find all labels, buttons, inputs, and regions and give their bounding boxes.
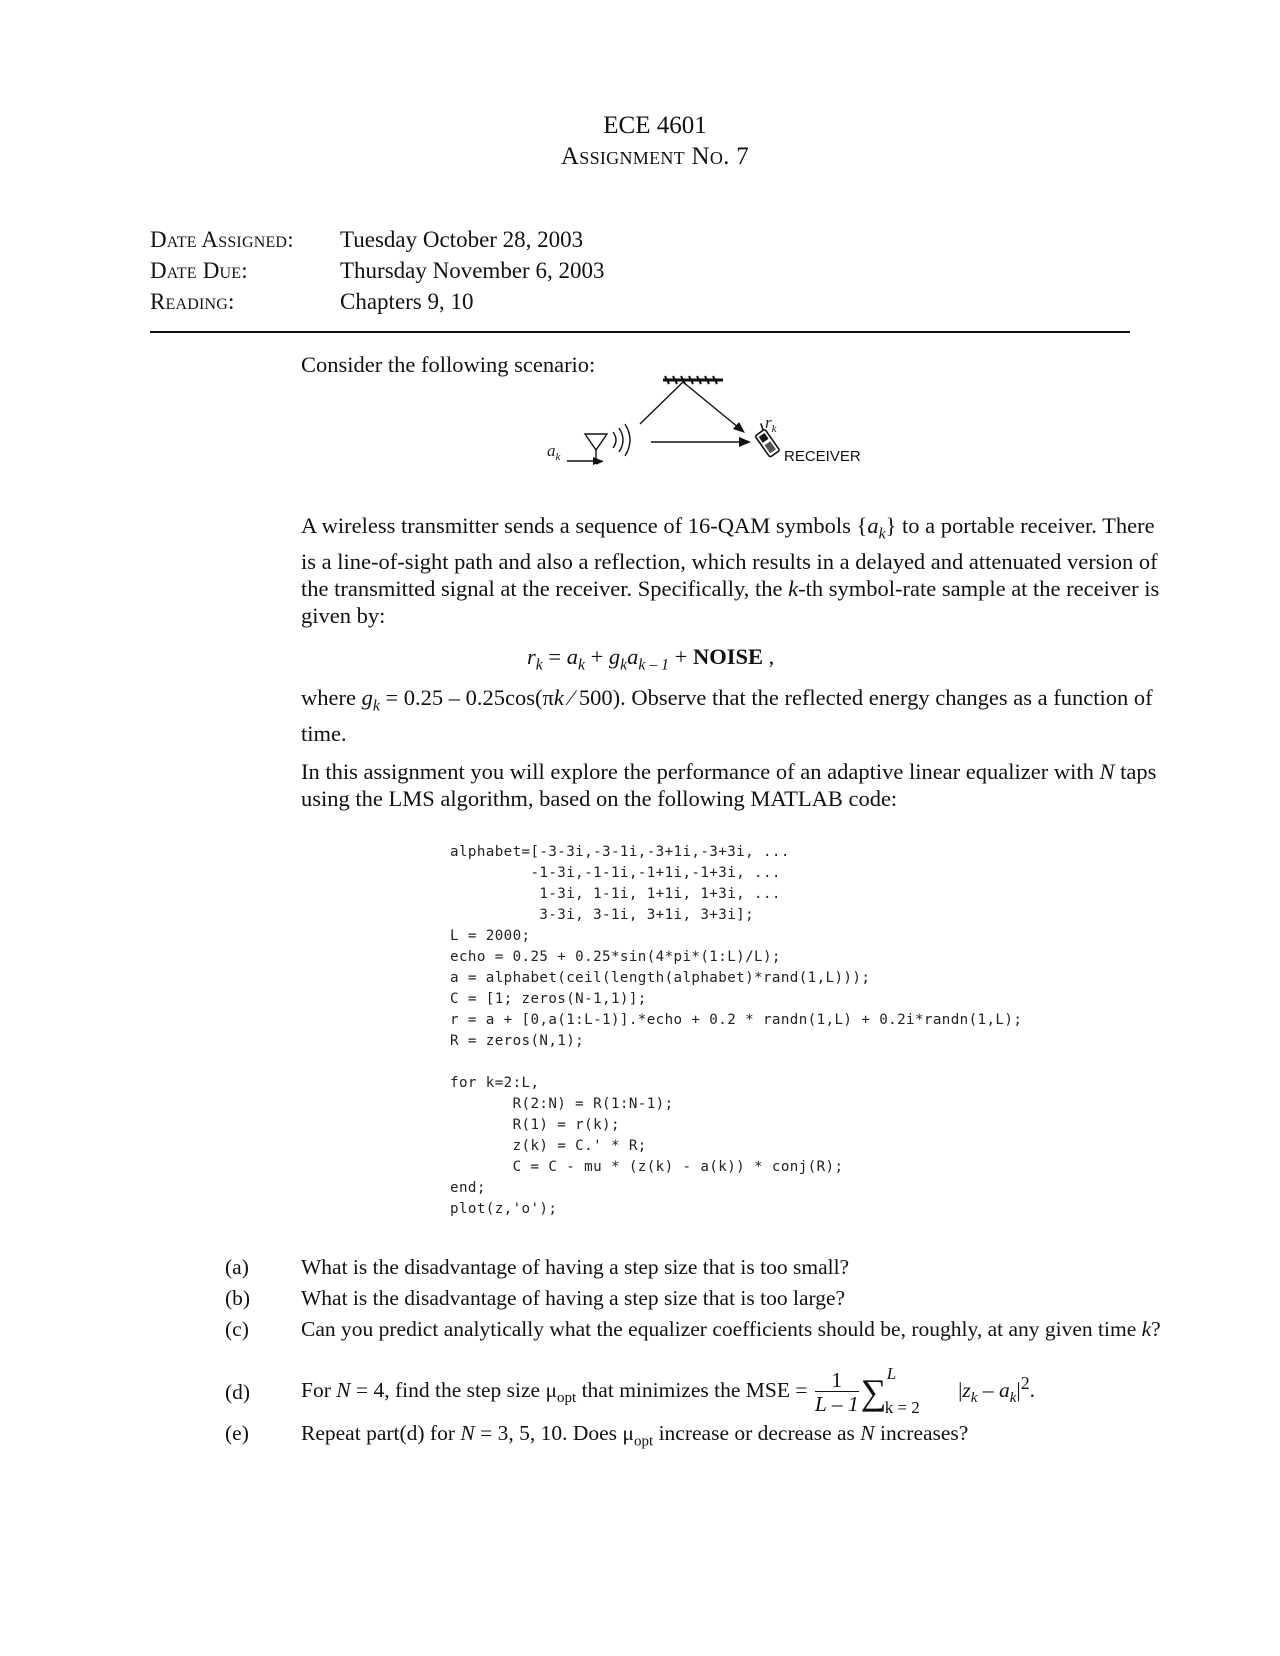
math-subscript: k — [878, 525, 886, 543]
math-symbol: r — [527, 644, 536, 669]
text-span: – — [977, 1377, 999, 1402]
text-span: taps using the LMS algorithm, based on the following MATLAB code: — [301, 759, 1157, 811]
text-span: -th symbol-rate sample at the receiver is given by: — [301, 575, 1160, 628]
math-operator: , — [763, 644, 775, 669]
summation — [861, 1364, 953, 1420]
reflector-icon — [663, 376, 723, 384]
math-symbol: μ — [545, 1377, 557, 1402]
meta-row-assigned — [150, 224, 604, 255]
text-span: For — [301, 1377, 337, 1402]
math-symbol: N — [336, 1377, 351, 1402]
math-symbol: g — [608, 644, 621, 669]
meta-value: Thursday November 6, 2003 — [340, 258, 605, 283]
text-span: = 0.25 – 0.25cos(π — [379, 685, 554, 710]
text-span: In this assignment you will explore the performance of an adaptive linear equalizer with — [301, 759, 1100, 784]
question-list — [225, 1255, 1165, 1451]
math-symbol: k — [788, 575, 799, 601]
question-label: (a) — [225, 1255, 249, 1279]
text-span: ⁄ 500). Observe that the reflected energy changes as a function of time. — [301, 685, 1153, 746]
question-e — [225, 1421, 1165, 1451]
assignment-title: Assignment No. 7 — [560, 143, 750, 170]
meta-row-reading — [150, 286, 604, 317]
math-symbol: k — [553, 685, 564, 710]
question-text — [301, 1317, 1165, 1342]
math-subscript: k — [970, 1390, 978, 1407]
text-span: Can you predict analytically what the equalizer coefficients should be, roughly, at any given time — [301, 1317, 1142, 1341]
multipath-diagram — [547, 372, 915, 504]
question-d — [225, 1363, 1165, 1421]
multipath-diagram-svg — [547, 372, 915, 504]
meta-value: Chapters 9, 10 — [340, 289, 474, 314]
gain-definition-paragraph — [301, 684, 1161, 747]
question-a — [225, 1255, 1165, 1286]
received-signal-equation — [527, 643, 774, 680]
summation-upper-limit: L — [886, 1364, 897, 1383]
math-symbol: z — [962, 1377, 971, 1402]
math-symbol: N — [460, 1421, 475, 1445]
math-symbol: N — [860, 1421, 875, 1445]
meta-row-due — [150, 255, 604, 286]
assignment-meta — [150, 224, 604, 317]
header-divider — [150, 331, 1130, 333]
text-span: | — [952, 1377, 963, 1402]
math-subscript: k — [1009, 1390, 1017, 1407]
document-header — [0, 110, 1280, 172]
question-c — [225, 1317, 1165, 1363]
intro-text: Consider the following scenario: — [301, 352, 596, 377]
fraction-numerator: 1 — [815, 1369, 859, 1392]
meta-label: Date Assigned: — [150, 227, 294, 252]
question-label: (b) — [225, 1286, 251, 1310]
math-operator: + — [584, 644, 609, 669]
meta-label: Date Due: — [150, 258, 248, 283]
math-subscript: k — [620, 656, 628, 674]
meta-label: Reading: — [150, 289, 235, 314]
math-operator: = — [542, 644, 567, 669]
math-subscript: k — [577, 656, 585, 674]
course-title: ECE 4601 — [603, 112, 707, 139]
math-symbol: a — [867, 513, 879, 538]
math-symbol: g — [361, 685, 373, 710]
noise-term: NOISE — [693, 644, 764, 669]
question-text: What is the disadvantage of having a step size that is too large? — [301, 1286, 846, 1310]
summation-lower-limit: k = 2 — [884, 1398, 920, 1417]
text-span: Repeat part(d) for — [301, 1421, 461, 1445]
math-subscript: k — [372, 697, 380, 715]
question-label: (e) — [225, 1421, 249, 1445]
matlab-code-listing: alphabet=[-3-3i,-3-1i,-3+1i,-3+3i, ... -1-3i,-1-1i,-1+1i,-1+3i, ... 1-3i, 1-1i, 1+1i, 1+3i, ... 3-3i, 3-1i, 3+1i, 3+3i]; L = 2000; echo = 0.25 + 0.25*sin(4*pi*(1:L)/L); a = alphabet(ceil(length(alphabet)*rand(1,L))); C = [1; zeros(N-1,1)]; r = a + [0,a(1:L-1)].*echo + 0.2 * randn(1,L) + 0.2i*randn(1,L); R = zeros(N,1); for k=2:L, R(2:N) = R(1:N-1); R(1) = r(k); z(k) = C.' * R; C = C - mu * (z(k) - a(k)) * conj(R); end; plot(z,'o'); — [450, 844, 1023, 1217]
mse-fraction — [815, 1369, 859, 1416]
question-text: What is the disadvantage of having a step size that is too small? — [301, 1255, 850, 1279]
math-subscript: opt — [633, 1433, 654, 1450]
text-span: A wireless transmitter sends a sequence of 16-QAM symbols { — [301, 513, 868, 538]
text-span: } to a portable receiver. There is a line-of-sight path and also a reflection, which results in a delayed and attenuated version of the transmitted signal at the receiver. Specifically, the — [301, 513, 1158, 601]
text-span: = 4, find the step size — [350, 1377, 546, 1402]
math-subscript: opt — [556, 1390, 577, 1407]
math-symbol: a — [566, 644, 578, 669]
line-of-sight-arrowhead — [739, 437, 751, 447]
math-symbol: k — [1141, 1317, 1152, 1341]
question-text — [301, 1421, 1165, 1450]
math-symbol: N — [1099, 759, 1115, 784]
text-span: | — [1016, 1377, 1021, 1402]
math-subscript: k — [535, 656, 543, 674]
text-span: increases? — [874, 1421, 969, 1445]
text-span: . — [1029, 1377, 1036, 1402]
summation-sign: ∑ — [860, 1372, 887, 1412]
scenario-paragraph — [301, 512, 1161, 629]
equalizer-paragraph — [301, 758, 1161, 812]
meta-value: Tuesday October 28, 2003 — [340, 227, 584, 252]
math-symbol: a — [627, 644, 639, 669]
antenna-icon — [585, 424, 630, 464]
reflection-path-down — [683, 382, 739, 428]
math-superscript: 2 — [1020, 1372, 1030, 1393]
text-span: = 3, 5, 10. Does — [474, 1421, 623, 1445]
text-span: where — [301, 685, 362, 710]
fraction-denominator: L – 1 — [814, 1391, 859, 1416]
question-text — [301, 1364, 1165, 1420]
input-symbol-label: $a_k$ — [547, 441, 561, 463]
reflection-path-up — [640, 382, 683, 424]
text-span: increase or decrease as — [653, 1421, 861, 1445]
math-symbol: μ — [622, 1421, 634, 1445]
question-b — [225, 1286, 1165, 1317]
math-operator: + — [669, 644, 693, 669]
text-span: that minimizes the MSE = — [576, 1377, 813, 1402]
question-label: (c) — [225, 1317, 249, 1341]
question-label: (d) — [225, 1379, 251, 1404]
math-symbol: a — [998, 1377, 1010, 1402]
received-sample-label: $r_k$ — [765, 413, 777, 435]
receiver-label: RECEIVER — [784, 448, 861, 465]
math-subscript: k – 1 — [638, 656, 670, 674]
text-span: ? — [1151, 1317, 1161, 1341]
